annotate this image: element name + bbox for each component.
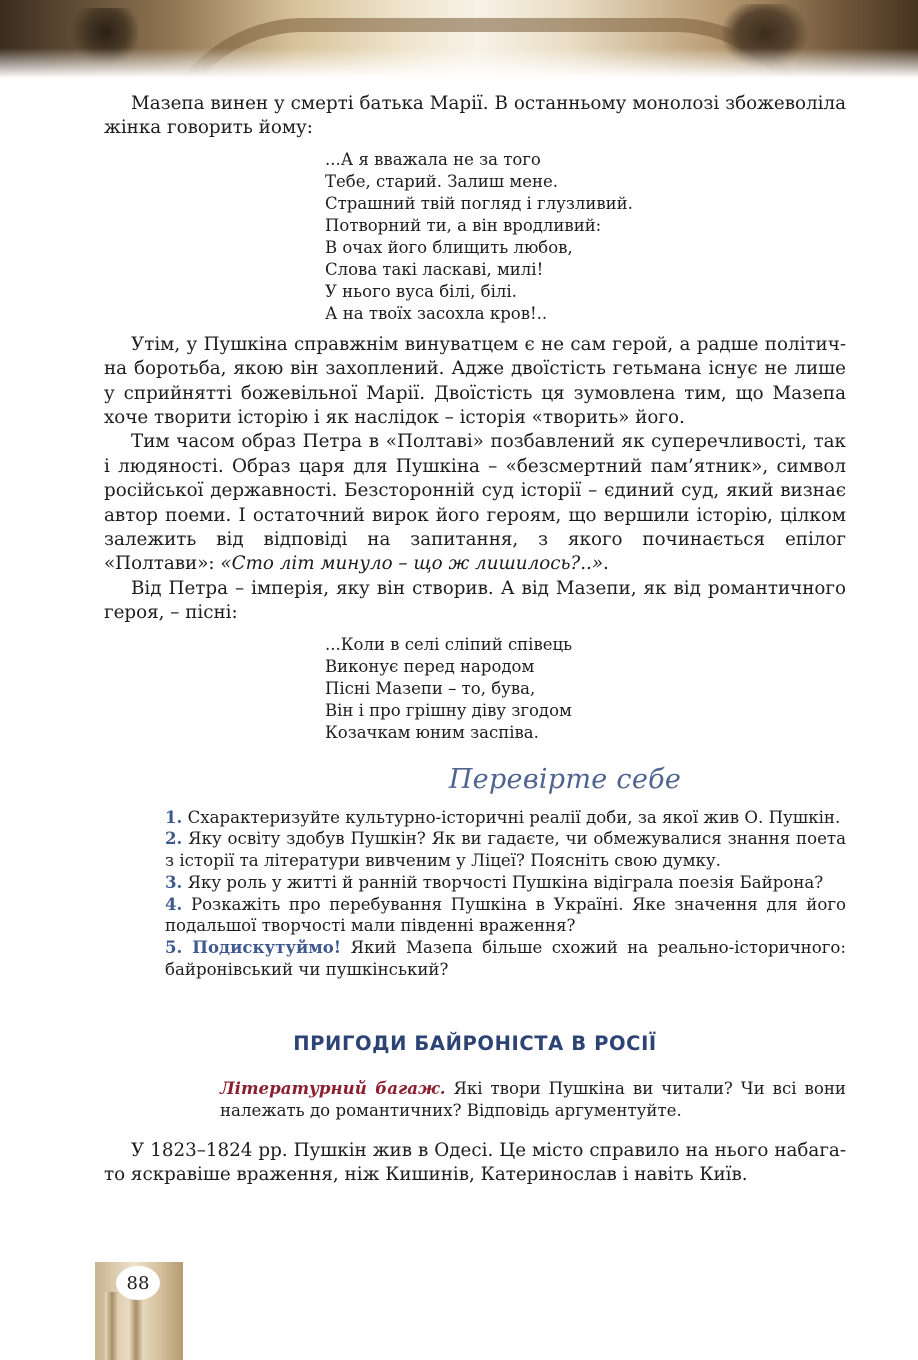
verse-line: У нього вуса білі, білі. — [325, 281, 517, 301]
verse-line: Козачкам юним заспіва. — [325, 722, 539, 742]
paragraph-duality: Утім, у Пушкіна справжнім винуватцем є не сам герой, а радше політична боротьба, якою він захоплений. Адже двоїстість гетьмана існує не лише у сприйнятті божевільної Марії. Двоїстість ця зумовлена тим, що Мазепа хоче творити історію і як наслідок – історія «творить» його. — [104, 333, 846, 429]
verse-line: Слова такі ласкаві, милі! — [325, 259, 544, 279]
verse-line: Пісні Мазепи – то, бува, — [325, 678, 536, 698]
question-item: 5. Подискутуймо! Який Мазепа більше схожий на реально-історичного: байронівський чи пушкінський? — [165, 936, 846, 979]
header-decoration — [0, 0, 918, 78]
verse-line: Страшний твій погляд і глузливий. — [325, 193, 633, 213]
section-heading: ПРИГОДИ БАЙРОНІСТА В РОСІЇ — [293, 1032, 657, 1056]
question-item: 4. Розкажіть про перебування Пушкіна в Україні. Яке значення для його подальшої творчості мали південні враження? — [165, 893, 846, 936]
epilog-quote: «Сто літ минуло – що ж лишилось?..» — [220, 553, 604, 575]
check-yourself-heading: Перевірте себе — [448, 763, 682, 795]
verse-line: Він і про грішну діву згодом — [325, 700, 572, 720]
verse-line: В очах його блищить любов, — [325, 237, 573, 257]
paragraph-petro-image: Тим часом образ Петра в «Полтаві» позбавлений як суперечливості, так і людяності. Образ царя для Пушкіна – «безсмертний пам’ятник», символ російської державності. Безсторонній суд історії – єдиний суд, який визнає автор поеми. І остаточний вирок його героям, що вершили історію, цілком залежить від відповіді на запитання, з якого починається епілог «Полтави»: «Сто літ минуло – що ж лишилось?..». — [104, 431, 846, 575]
page-content — [104, 92, 846, 1188]
verse-line: ...А я вважала не за того — [325, 149, 541, 169]
verse-line: А на твоїх засохла кров!.. — [325, 303, 548, 323]
question-item: 1. Схарактеризуйте культурно-історичні реалії доби, за якої жив О. Пушкін. — [165, 806, 841, 827]
verse-line: Тебе, старий. Залиш мене. — [325, 171, 558, 191]
paragraph-odessa: У 1823–1824 рр. Пушкін жив в Одесі. Це місто справило на нього набагато яскравіше враження, ніж Кишинів, Катеринослав і навіть Київ. — [104, 1139, 846, 1186]
questions-list — [165, 807, 846, 981]
paragraph-empire-songs: Від Петра – імперія, яку він створив. А від Мазепи, як від романтичного героя, – пісні: — [104, 577, 846, 624]
question-item: 2. Яку освіту здобув Пушкін? Як ви гадаєте, чи обмежувалися знання поета з історії та літератури вивченим у Ліцеї? Поясніть свою думку. — [165, 828, 846, 871]
verse-line: Виконує перед народом — [325, 656, 535, 676]
verse-line: Потворний ти, а він вродливий: — [325, 215, 602, 235]
literary-baggage-label: Літературний багаж. — [220, 1078, 446, 1099]
verse-line: ...Коли в селі сліпий співець — [325, 634, 573, 654]
verse-maria — [325, 149, 846, 325]
question-item: 3. Яку роль у житті й ранній творчості Пушкіна відіграла поезія Байрона? — [165, 871, 824, 892]
page-number: 88 — [116, 1266, 160, 1300]
literary-baggage: Літературний багаж. Які твори Пушкіна ви читали? Чи всі вони належать до романтичних? Відповідь аргументуйте. — [220, 1078, 846, 1121]
paragraph-mazepa-guilt: Мазепа винен у смерті батька Марії. В останньому монолозі збожеволіла жінка говорить йому: — [104, 93, 846, 139]
verse-singer — [325, 634, 846, 744]
